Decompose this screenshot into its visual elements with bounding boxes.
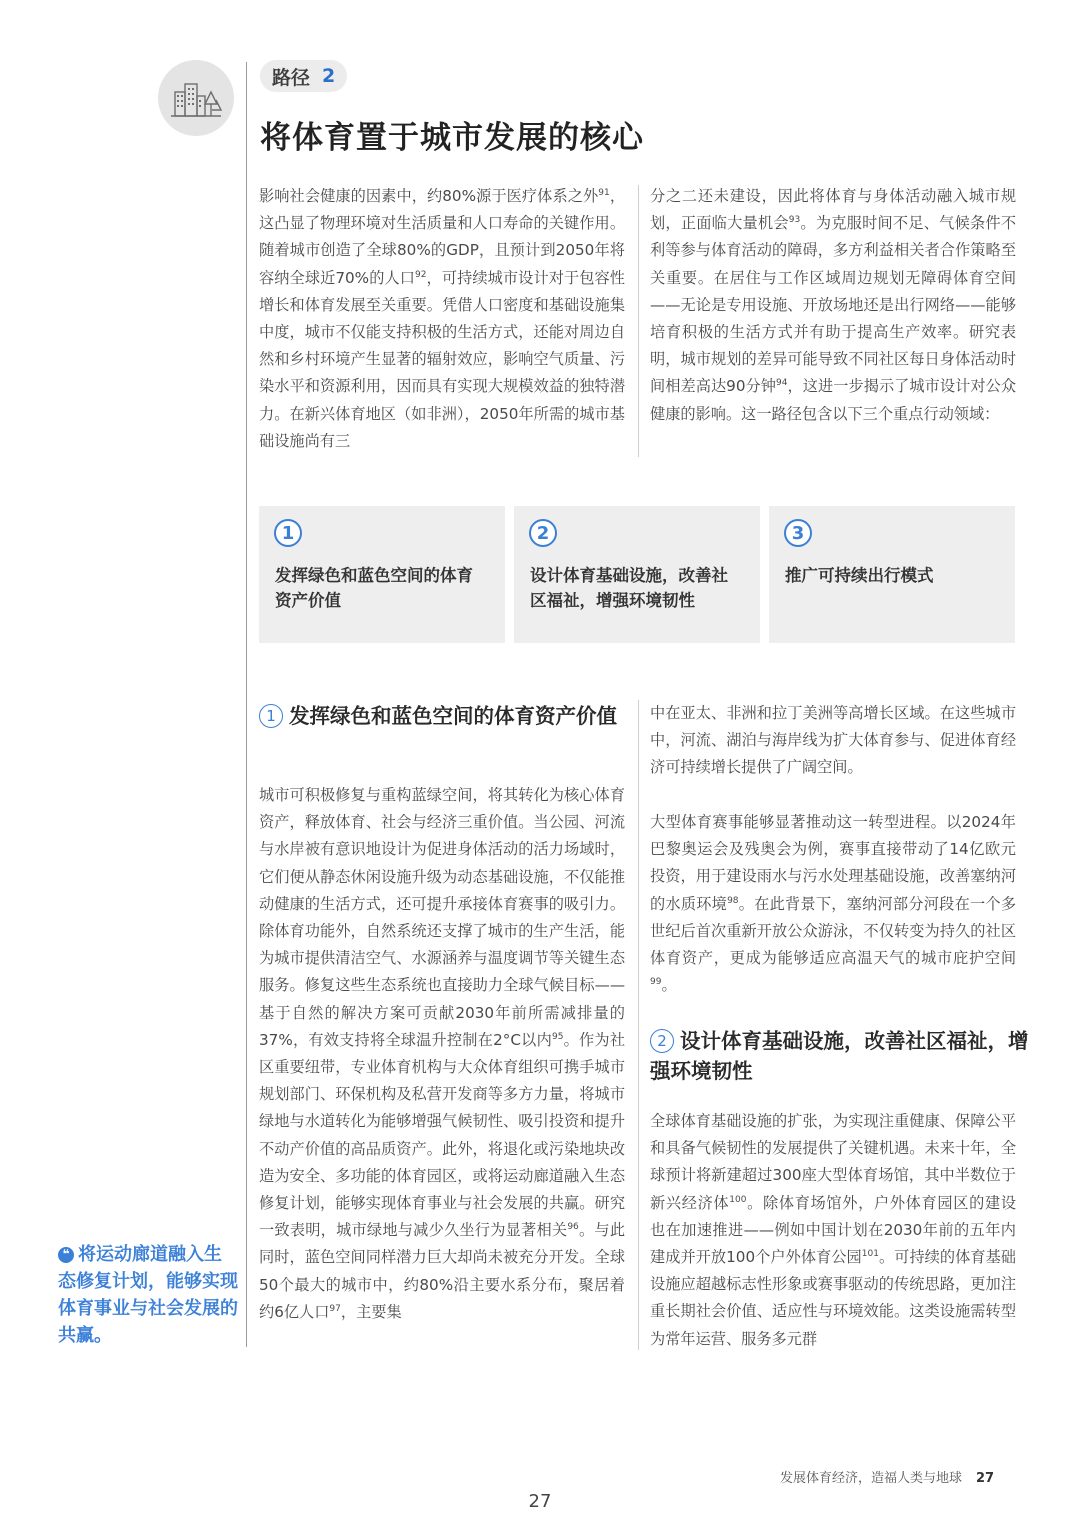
intro-column-left: 影响社会健康的因素中，约80%源于医疗体系之外$^{91}$，这凸显了物理环境对生活质量和人口寿命的关键作用。随着城市创造了全球80%的GDP，且预计到2050年将容纳全球近70%的人口$^{92}$，可持续城市设计对于包容性增长和体育发展至关重要。凭借人口密度和基础设施集中度，城市不仅能支持积极的生活方式，还能对周边自然和乡村环境产生显著的辐射效应，影响空气质量、污染水平和资源利用，因而具有实现大规模效益的独特潜力。在新兴体育地区（如非洲），2050年所需的城市基础设施尚有三 [259,187,626,450]
quote-icon: ❝ [58,1247,74,1263]
section-1-paris-paragraph: 大型体育赛事能够显著推动这一转型进程。以2024年巴黎奥运会及残奥会为例，赛事直接带动了14亿欧元投资，用于建设雨水与污水处理基础设施，改善塞纳河的水质环境$^{98}$。在此背景下，塞纳河部分河段在一个多世纪后首次重新开放公众游泳，不仅转变为持久的社区体育资产，更成为能够适应高温天气的城市庇护空间$^{99}$。 [650,813,1017,995]
action-card-2 [514,506,760,643]
footer-text: 发展体育经济，造福人类与地球 [780,1471,963,1486]
action-card-1 [259,506,505,643]
section-number-badge: 1 [259,704,283,728]
card-text: 推广可持续出行模式 [785,566,934,585]
page-title: 将体育置于城市发展的核心 [260,120,644,156]
section-1-heading: 1 发挥绿色和蓝色空间的体育资产价值 [259,701,631,731]
card-text: 设计体育基础设施，改善社区福祉，增强环境韧性 [530,566,728,610]
footer-page: 27 [976,1471,995,1486]
left-divider-line [246,62,247,1347]
intro-column-right: 分之二还未建设，因此将体育与身体活动融入城市规划，正面临大量机会$^{93}$。为克服时间不足、气候条件不利等参与体育活动的障碍，多方利益相关者合作策略至关重要。在居住与工作区域周边规划无障碍体育空间——无论是专用设施、开放场地还是出行网络——能够培育积极的生活方式并有助于提高生产效率。研究表明，城市规划的差异可能导致不同社区每日身体活动时间相差高达90分钟$^{94}$，这进一步揭示了城市设计对公众健康的影响。这一路径包含以下三个重点行动领域： [650,187,1017,423]
page-number: 27 [528,1491,552,1512]
path-badge [260,60,347,92]
pull-quote: ❝ 将运动廊道融入生态修复计划，能够实现体育事业与社会发展的共赢。 [58,1244,238,1346]
card-number-badge: 1 [274,519,302,547]
action-card-3 [769,506,1015,643]
section-2-body: 全球体育基础设施的扩张，为实现注重健康、保障公平和具备气候韧性的发展提供了关键机遇。未来十年，全球预计将新建超过300座大型体育场馆，其中半数位于新兴经济体$^{100}$。除体育场馆外，户外体育园区的建设也在加速推进——例如中国计划在2030年前的五年内建成并开放100个户外体育公园$^{101}$。可持续的体育基础设施应超越标志性形象或赛事驱动的传统思路，更加注重长期社会价值、适应性与环境效能。这类设施需转型为常年运营、服务多元群 [650,1112,1017,1348]
path-label: 路径 [272,66,311,89]
card-number-badge: 3 [784,519,812,547]
section-1-body: 城市可积极修复与重构蓝绿空间，将其转化为核心体育资产，释放体育、社会与经济三重价值。当公园、河流与水岸被有意识地设计为促进身体活动的活力场域时，它们便从静态休闲设施升级为动态基础设施，不仅能推动健康的生活方式，还可提升承接体育赛事的吸引力。除体育功能外，自然系统还支撑了城市的生产生活，能为城市提供清洁空气、水源涵养与温度调节等关键生态服务。修复这些生态系统也直接助力全球气候目标——基于自然的解决方案可贡献2030年前所需减排量的37%，有效支持将全球温升控制在2°C以内$^{95}$。作为社区重要纽带，专业体育机构与大众体育组织可携手城市规划部门、环保机构及私营开发商等多方力量，将城市绿地与水道转化为能够增强气候韧性、吸引投资和提升不动产价值的高品质资产。此外，将退化或污染地块改造为安全、多功能的体育园区，或将运动廊道融入生态修复计划，能够实现体育事业与社会发展的共赢。研究一致表明，城市绿地与减少久坐行为显著相关$^{96}$。与此同时，蓝色空间同样潜力巨大却尚未被充分开发。全球50个最大的城市中，约80%沿主要水系分布，聚居着约6亿人口$^{97}$，主要集 [259,786,626,1321]
section-2-heading: 2 设计体育基础设施，改善社区福祉，增强环境韧性 [650,1029,1029,1083]
card-text: 发挥绿色和蓝色空间的体育资产价值 [275,566,473,610]
card-number-badge: 2 [529,519,557,547]
city-tree-icon [158,60,234,136]
running-footer [780,1467,994,1486]
path-number: 2 [322,65,336,87]
column-divider-top [638,185,639,457]
section-1-continued: 中在亚太、非洲和拉丁美洲等高增长区域。在这些城市中，河流、湖泊与海岸线为扩大体育参与、促进体育经济可持续增长提供了广阔空间。 [650,704,1016,777]
column-divider-bottom [638,700,639,1350]
section-number-badge: 2 [650,1029,674,1053]
